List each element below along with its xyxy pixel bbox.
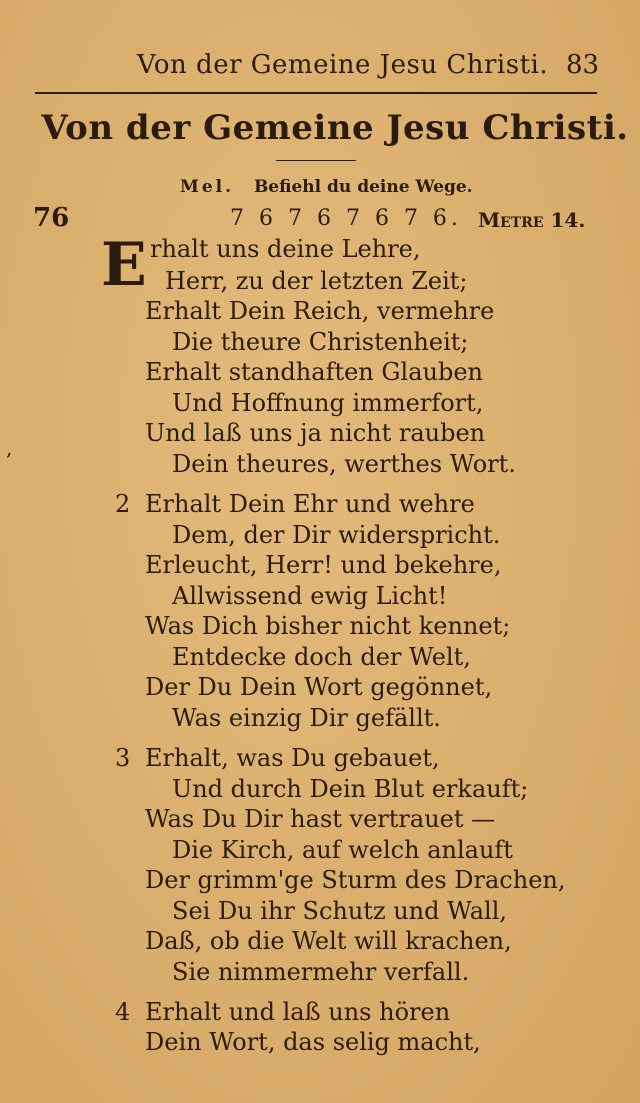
page-number: 83	[566, 50, 600, 80]
verse-line: Was Du Dir hast vertrauet —	[145, 805, 496, 833]
melody-line	[180, 177, 473, 197]
section-title: Von der Gemeine Jesu Christi.	[41, 108, 629, 148]
verse-line: Entdecke doch der Welt,	[172, 643, 471, 671]
verse-line: Erleucht, Herr! und bekehre,	[145, 551, 502, 579]
verse-line: Erhalt Dein Reich, vermehre	[145, 297, 495, 325]
verse-line: Erhalt, was Du gebauet,	[145, 744, 440, 772]
hymn-number: 76	[33, 203, 70, 233]
verse-line: Allwissend ewig Licht!	[172, 582, 448, 610]
verse-line: Was einzig Dir gefällt.	[172, 704, 441, 732]
verse-line: Der Du Dein Wort gegönnet,	[145, 673, 493, 701]
verse-number: 2	[115, 490, 131, 518]
verse-line: Die theure Christenheit;	[172, 328, 469, 356]
header-rule	[35, 92, 597, 94]
verse-line: Dein theures, werthes Wort.	[172, 450, 516, 478]
verse-line: Und laß uns ja nicht rauben	[145, 419, 486, 447]
verse-line: Sie nimmermehr verfall.	[172, 958, 470, 986]
melody-tune: Befiehl du deine Wege.	[253, 177, 473, 197]
verse-line: Erhalt standhaften Glauben	[145, 358, 484, 386]
verse-line: Der grimm'ge Sturm des Drachen,	[145, 866, 566, 894]
verse-line: Was Dich bisher nicht kennet;	[145, 612, 511, 640]
verse-line: Und Hoffnung immerfort,	[172, 389, 484, 417]
verse-line: Erhalt und laß uns hören	[145, 998, 451, 1026]
verse-line: Herr, zu der letzten Zeit;	[165, 267, 468, 295]
verse-line: Daß, ob die Welt will krachen,	[145, 927, 512, 955]
meter-digits: 7 6 7 6 7 6 7 6.	[230, 206, 462, 231]
verse-line: Und durch Dein Blut erkauft;	[172, 775, 529, 803]
verse-line: Erhalt Dein Ehr und wehre	[145, 490, 475, 518]
running-header-title: Von der Gemeine Jesu Christi.	[137, 50, 549, 80]
verse-line: Dem, der Dir widerspricht.	[172, 521, 501, 549]
verse-line: Dein Wort, das selig macht,	[145, 1028, 481, 1056]
melody-label: Mel.	[180, 177, 235, 197]
title-rule	[276, 160, 356, 161]
verse-line: rhalt uns deine Lehre,	[150, 235, 421, 263]
drop-cap: E	[101, 230, 147, 300]
meter-name: Metre 14.	[478, 208, 586, 232]
verse-number: 3	[115, 744, 131, 772]
verse-line: Die Kirch, auf welch anlauft	[172, 836, 513, 864]
margin-mark: ,	[6, 436, 13, 460]
verse-line: Sei Du ihr Schutz und Wall,	[172, 897, 508, 925]
verse-number: 4	[115, 998, 131, 1026]
